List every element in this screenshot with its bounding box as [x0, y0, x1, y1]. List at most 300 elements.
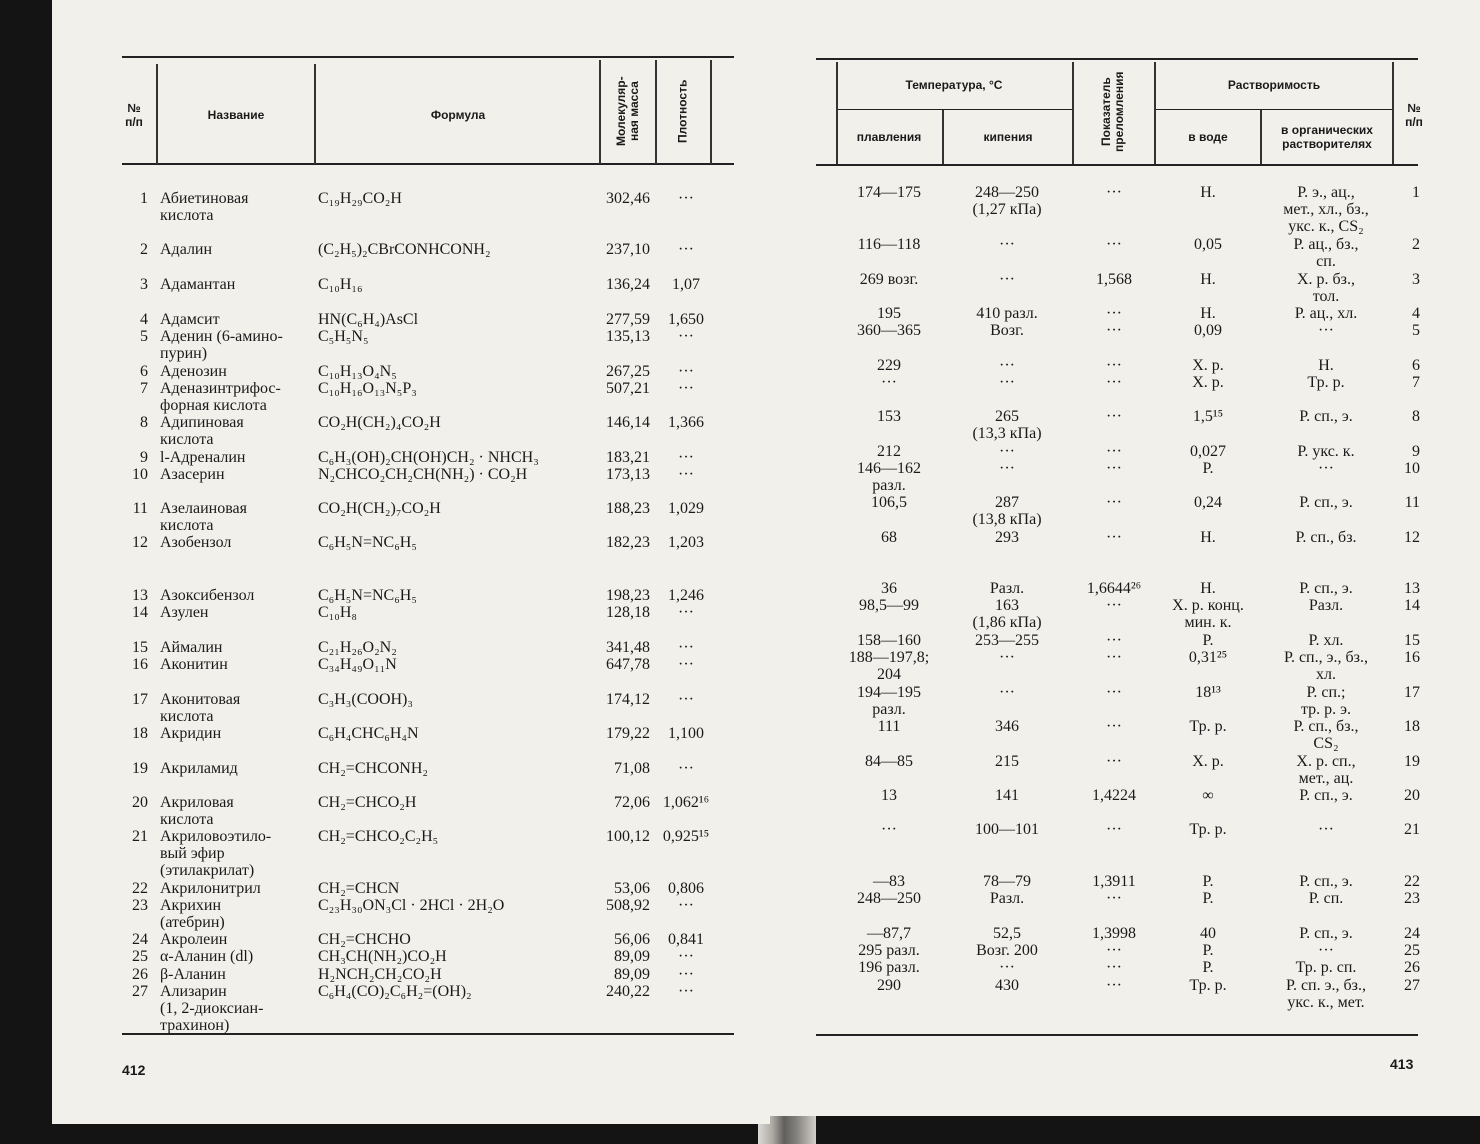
header-boiling: кипения: [983, 130, 1033, 144]
row-number-right: 17: [1404, 684, 1420, 701]
refractive-index: ···: [1106, 494, 1122, 511]
compound-formula: CO₂H(CH₂)₇CO₂H: [318, 500, 441, 517]
boiling-point: 293: [995, 529, 1019, 546]
compound-formula: C₆H₅N=NC₆H₅: [318, 587, 417, 604]
water-solubility: ∞: [1202, 787, 1214, 804]
refractive-index: ···: [1106, 821, 1122, 838]
compound-formula: C₆H₃(OH)₂CH(OH)CH₂ · NHCH₃: [318, 449, 539, 466]
solubility-subrule: [1156, 109, 1392, 110]
compound-name: Аденин (6-амино- пурин): [160, 328, 283, 362]
row-number: 15: [132, 639, 148, 656]
molecular-mass: 146,14: [606, 414, 650, 431]
row-number: 17: [132, 691, 148, 708]
density-value: ···: [678, 983, 694, 1000]
melting-point: ···: [881, 821, 897, 838]
compound-formula: (C₂H₅)₂CBrCONHCONH₂: [318, 241, 491, 258]
water-solubility: Р.: [1202, 873, 1214, 890]
boiling-point: 265 (13,3 кПа): [972, 408, 1042, 442]
boiling-point: ···: [999, 959, 1015, 976]
row-number-right: 20: [1404, 787, 1420, 804]
boiling-point: Разл.: [989, 580, 1025, 597]
compound-formula: CH₂=CHCHO: [318, 931, 411, 948]
row-number: 19: [132, 760, 148, 777]
density-value: ···: [678, 966, 694, 983]
density-value: 1,246: [668, 587, 704, 604]
row-number-right: 1: [1412, 184, 1420, 201]
molecular-mass: 71,08: [614, 760, 650, 777]
density-value: 1,07: [672, 276, 700, 293]
compound-formula: C₁₀H₁₃O₄N₅: [318, 363, 397, 380]
refractive-index: 1,4224: [1092, 787, 1136, 804]
row-number: 21: [132, 828, 148, 845]
row-number: 25: [132, 948, 148, 965]
row-number-right: 24: [1404, 925, 1420, 942]
col-divider: [314, 64, 316, 164]
row-number: 1: [140, 190, 148, 207]
row-number-right: 25: [1404, 942, 1420, 959]
row-number-right: 27: [1404, 977, 1420, 994]
row-number-right: 15: [1404, 632, 1420, 649]
melting-point: 229: [877, 357, 901, 374]
compound-formula: CH₂=CHCN: [318, 880, 400, 897]
molecular-mass: 508,92: [606, 897, 650, 914]
compound-name: Аденозин: [160, 363, 227, 380]
refractive-index: 1,3998: [1092, 925, 1136, 942]
col-divider: [156, 64, 158, 164]
compound-name: Аконитин: [160, 656, 228, 673]
table-bottom-rule: [816, 1034, 1418, 1036]
left-page-number: 412: [122, 1062, 146, 1078]
organic-solubility: Н.: [1318, 357, 1334, 374]
compound-formula: C₁₀H₁₆O₁₃N₅P₃: [318, 380, 417, 397]
melting-point: —83: [873, 873, 905, 890]
molecular-mass: 179,22: [606, 725, 650, 742]
row-number-right: 9: [1412, 443, 1420, 460]
melting-point: 36: [881, 580, 897, 597]
organic-solubility: Р. сп., э.: [1299, 580, 1353, 597]
organic-solubility: Р. сп., э., бз., хл.: [1284, 649, 1368, 683]
molecular-mass: 100,12: [606, 828, 650, 845]
row-number-right: 6: [1412, 357, 1420, 374]
row-number-right: 16: [1404, 649, 1420, 666]
water-solubility: Р.: [1202, 890, 1214, 907]
refractive-index: ···: [1106, 374, 1122, 391]
compound-formula: C₃H₃(COOH)₃: [318, 691, 413, 708]
refractive-index: ···: [1106, 443, 1122, 460]
col-divider: [599, 60, 601, 164]
organic-solubility: Р. сп., э.: [1299, 873, 1353, 890]
melting-point: 194—195 разл.: [857, 684, 921, 718]
compound-name: Акрихин (атебрин): [160, 897, 225, 931]
melting-point: 111: [877, 718, 901, 735]
density-value: ···: [678, 380, 694, 397]
compound-name: Ализарин (1, 2-диоксиан- трахинон): [160, 983, 264, 1034]
melting-point: —87,7: [867, 925, 911, 942]
refractive-index: ···: [1106, 632, 1122, 649]
melting-point: 174—175: [857, 184, 921, 201]
density-value: 1,650: [668, 311, 704, 328]
header-melting: плавления: [856, 130, 922, 144]
water-solubility: 18¹³: [1195, 684, 1221, 701]
row-number-right: 13: [1404, 580, 1420, 597]
col-divider: [710, 60, 712, 164]
refractive-index: ···: [1106, 977, 1122, 994]
compound-formula: C₂₃H₃₀ON₃Cl · 2HCl · 2H₂O: [318, 897, 505, 914]
molecular-mass: 198,23: [606, 587, 650, 604]
melting-point: 212: [877, 443, 901, 460]
water-solubility: 0,05: [1194, 236, 1222, 253]
water-solubility: 40: [1200, 925, 1216, 942]
melting-point: ···: [881, 374, 897, 391]
melting-point: 106,5: [871, 494, 907, 511]
row-number: 5: [140, 328, 148, 345]
compound-formula: CH₃CH(NH₂)CO₂H: [318, 948, 447, 965]
water-solubility: Х. р.: [1192, 753, 1224, 770]
water-solubility: Тр. р.: [1189, 977, 1227, 994]
water-solubility: 0,027: [1190, 443, 1226, 460]
refractive-index: ···: [1106, 597, 1122, 614]
row-number: 26: [132, 966, 148, 983]
compound-formula: C₆H₄(CO)₂C₆H₂=(OH)₂: [318, 983, 472, 1000]
compound-name: Азобензол: [160, 534, 232, 551]
compound-name: Адипиновая кислота: [160, 414, 244, 448]
row-number: 11: [132, 500, 148, 517]
organic-solubility: Р. ац., хл.: [1294, 305, 1358, 322]
melting-point: 13: [881, 787, 897, 804]
header-in-organic: в органических растворителях: [1281, 123, 1373, 151]
compound-name: Акридин: [160, 725, 222, 742]
header-bottom-rule: [816, 164, 1418, 166]
molecular-mass: 72,06: [614, 794, 650, 811]
row-number: 4: [140, 311, 148, 328]
compound-formula: C₂₁H₂₆O₂N₂: [318, 639, 397, 656]
organic-solubility: Р. сп.: [1308, 890, 1344, 907]
boiling-point: 100—101: [975, 821, 1039, 838]
row-number-right: 14: [1404, 597, 1420, 614]
compound-name: Азулен: [160, 604, 209, 621]
compound-name: α-Аланин (dl): [160, 948, 254, 965]
compound-name: Акриловоэтило- вый эфир (этилакрилат): [160, 828, 272, 879]
molecular-mass: 183,21: [606, 449, 650, 466]
refractive-index: ···: [1106, 322, 1122, 339]
compound-formula: HN(C₆H₄)AsCl: [318, 311, 419, 328]
header-name: Название: [207, 108, 265, 122]
boiling-point: 253—255: [975, 632, 1039, 649]
molecular-mass: 89,09: [614, 966, 650, 983]
molecular-mass: 341,48: [606, 639, 650, 656]
water-solubility: 0,24: [1194, 494, 1222, 511]
compound-name: Аконитовая кислота: [160, 691, 241, 725]
organic-solubility: Р. сп., бз., CS₂: [1293, 718, 1359, 752]
col-divider: [1154, 62, 1156, 164]
row-number-right: 4: [1412, 305, 1420, 322]
row-number: 7: [140, 380, 148, 397]
water-solubility: Тр. р.: [1189, 718, 1227, 735]
melting-point: 98,5—99: [859, 597, 919, 614]
molecular-mass: 277,59: [606, 311, 650, 328]
melting-point: 196 разл.: [858, 959, 920, 976]
melting-point: 269 возг.: [859, 271, 919, 288]
compound-name: l-Адреналин: [160, 449, 246, 466]
organic-solubility: Р. сп., э.: [1299, 787, 1353, 804]
compound-formula: C₁₉H₂₉CO₂H: [318, 190, 402, 207]
melting-point: 248—250: [857, 890, 921, 907]
molecular-mass: 188,23: [606, 500, 650, 517]
density-value: ···: [678, 328, 694, 345]
molecular-mass: 173,13: [606, 466, 650, 483]
row-number-right: 7: [1412, 374, 1420, 391]
boiling-point: ···: [999, 236, 1015, 253]
melting-point: 116—118: [857, 236, 921, 253]
refractive-index: ···: [1106, 184, 1122, 201]
water-solubility: Н.: [1200, 580, 1216, 597]
organic-solubility: ···: [1318, 942, 1334, 959]
boiling-point: 215: [995, 753, 1019, 770]
melting-point: 146—162 разл.: [857, 460, 921, 494]
compound-name: Адамсит: [160, 311, 220, 328]
refractive-index: ···: [1106, 649, 1122, 666]
refractive-index: ···: [1106, 236, 1122, 253]
refractive-index: ···: [1106, 890, 1122, 907]
molecular-mass: 240,22: [606, 983, 650, 1000]
organic-solubility: Тр. р. сп.: [1295, 959, 1357, 976]
compound-name: Азоксибензол: [160, 587, 255, 604]
header-number-right: № п/п: [1405, 101, 1423, 129]
boiling-point: ···: [999, 357, 1015, 374]
col-divider: [655, 60, 657, 164]
density-value: ···: [678, 190, 694, 207]
melting-point: 68: [881, 529, 897, 546]
row-number: 8: [140, 414, 148, 431]
molecular-mass: 237,10: [606, 241, 650, 258]
row-number: 12: [132, 534, 148, 551]
molecular-mass: 136,24: [606, 276, 650, 293]
row-number: 22: [132, 880, 148, 897]
water-solubility: Н.: [1200, 529, 1216, 546]
density-value: 1,203: [668, 534, 704, 551]
row-number: 3: [140, 276, 148, 293]
right-page-number: 413: [1390, 1056, 1414, 1072]
density-value: 1,029: [668, 500, 704, 517]
melting-point: 360—365: [857, 322, 921, 339]
col-divider: [1072, 62, 1074, 164]
row-number-right: 10: [1404, 460, 1420, 477]
organic-solubility: ···: [1318, 460, 1334, 477]
organic-solubility: Тр. р.: [1307, 374, 1345, 391]
melting-point: 188—197,8; 204: [848, 649, 930, 683]
refractive-index: ···: [1106, 684, 1122, 701]
compound-formula: C₁₀H₈: [318, 604, 357, 621]
boiling-point: 410 разл.: [976, 305, 1038, 322]
compound-formula: CO₂H(CH₂)₄CO₂H: [318, 414, 441, 431]
melting-point: 158—160: [857, 632, 921, 649]
row-number-right: 26: [1404, 959, 1420, 976]
compound-name: Акрилонитрил: [160, 880, 261, 897]
density-value: 0,841: [668, 931, 704, 948]
boiling-point: 346: [995, 718, 1019, 735]
row-number: 20: [132, 794, 148, 811]
row-number: 9: [140, 449, 148, 466]
organic-solubility: Р. сп., э.: [1299, 925, 1353, 942]
row-number-right: 19: [1404, 753, 1420, 770]
refractive-index: ···: [1106, 357, 1122, 374]
melting-point: 153: [877, 408, 901, 425]
boiling-point: ···: [999, 443, 1015, 460]
water-solubility: 1,5¹⁵: [1192, 408, 1224, 425]
compound-formula: C₅H₅N₅: [318, 328, 369, 345]
compound-name: Акролеин: [160, 931, 228, 948]
temperature-subrule: [836, 109, 1072, 110]
melting-point: 84—85: [865, 753, 913, 770]
left-page: [52, 0, 770, 1124]
compound-formula: H₂NCH₂CH₂CO₂H: [318, 966, 442, 983]
water-solubility: Р.: [1202, 942, 1214, 959]
organic-solubility: Разл.: [1308, 597, 1344, 614]
refractive-index: ···: [1106, 718, 1122, 735]
compound-name: Аймалин: [160, 639, 223, 656]
row-number: 16: [132, 656, 148, 673]
melting-point: 195: [877, 305, 901, 322]
organic-solubility: ···: [1318, 821, 1334, 838]
row-number-right: 8: [1412, 408, 1420, 425]
boiling-point: ···: [999, 649, 1015, 666]
compound-formula: N₂CHCO₂CH₂CH(NH₂) · CO₂H: [318, 466, 528, 483]
compound-formula: CH₂=CHCO₂C₂H₅: [318, 828, 439, 845]
compound-name: Абиетиновая кислота: [160, 190, 249, 224]
header-formula: Формула: [430, 108, 486, 122]
organic-solubility: Х. р. сп., мет., ац.: [1296, 753, 1356, 787]
water-solubility: Р.: [1202, 632, 1214, 649]
compound-formula: CH₂=CHCONH₂: [318, 760, 428, 777]
organic-solubility: Р. сп., э.: [1299, 494, 1353, 511]
density-value: ···: [678, 604, 694, 621]
organic-solubility: Р. сп., э.: [1299, 408, 1353, 425]
boiling-point: 287 (13,8 кПа): [972, 494, 1042, 528]
melting-point: 290: [877, 977, 901, 994]
density-value: ···: [678, 656, 694, 673]
compound-name: Азелаиновая кислота: [160, 500, 247, 534]
compound-formula: CH₂=CHCO₂H: [318, 794, 417, 811]
density-value: ···: [678, 691, 694, 708]
melting-point: 295 разл.: [858, 942, 920, 959]
boiling-point: 163 (1,86 кПа): [972, 597, 1042, 631]
table-top-rule: [816, 58, 1418, 60]
water-solubility: Н.: [1200, 305, 1216, 322]
refractive-index: ···: [1106, 408, 1122, 425]
water-solubility: 0,31²⁵: [1188, 649, 1228, 666]
boiling-point: 248—250 (1,27 кПа): [972, 184, 1042, 218]
row-number: 10: [132, 466, 148, 483]
boiling-point: ···: [999, 684, 1015, 701]
row-number-right: 23: [1404, 890, 1420, 907]
compound-formula: C₆H₅N=NC₆H₅: [318, 534, 417, 551]
organic-solubility: Х. р. бз., тол.: [1296, 271, 1355, 305]
refractive-index: ···: [1106, 460, 1122, 477]
density-value: ···: [678, 363, 694, 380]
compound-name: β-Аланин: [160, 966, 226, 983]
organic-solubility: Р. ац., бз., сп.: [1293, 236, 1359, 270]
compound-name: Акриловая кислота: [160, 794, 234, 828]
organic-solubility: ···: [1318, 322, 1334, 339]
organic-solubility: Р. сп.; тр. р. э.: [1300, 684, 1352, 718]
refractive-index: 1,568: [1096, 271, 1132, 288]
water-solubility: Х. р.: [1192, 357, 1224, 374]
molecular-mass: 302,46: [606, 190, 650, 207]
water-solubility: Н.: [1200, 184, 1216, 201]
header-solubility: Растворимость: [1227, 78, 1321, 92]
compound-name: Азасерин: [160, 466, 225, 483]
boiling-point: Возг. 200: [976, 942, 1038, 959]
boiling-point: 52,5: [993, 925, 1021, 942]
col-divider: [942, 110, 944, 164]
row-number: 27: [132, 983, 148, 1000]
organic-solubility: Р. сп. э., бз., укс. к., мет.: [1286, 977, 1366, 1011]
refractive-index: 1,6644²⁶: [1086, 580, 1142, 597]
molecular-mass: 174,12: [606, 691, 650, 708]
molecular-mass: 135,13: [606, 328, 650, 345]
water-solubility: 0,09: [1194, 322, 1222, 339]
row-number: 23: [132, 897, 148, 914]
water-solubility: Тр. р.: [1189, 821, 1227, 838]
organic-solubility: Р. хл.: [1308, 632, 1344, 649]
boiling-point: ···: [999, 374, 1015, 391]
water-solubility: Х. р.: [1192, 374, 1224, 391]
header-temperature: Температура, °C: [905, 78, 1003, 92]
row-number-right: 2: [1412, 236, 1420, 253]
molecular-mass: 507,21: [606, 380, 650, 397]
header-bottom-rule: [122, 163, 734, 165]
molecular-mass: 128,18: [606, 604, 650, 621]
boiling-point: 430: [995, 977, 1019, 994]
molecular-mass: 267,25: [606, 363, 650, 380]
header-refractive-index: Показатель преломления: [1099, 71, 1126, 153]
row-number-right: 21: [1404, 821, 1420, 838]
table-top-rule: [122, 56, 734, 58]
header-in-water: в воде: [1188, 130, 1228, 144]
boiling-point: Разл.: [989, 890, 1025, 907]
organic-solubility: Р. сп., бз.: [1295, 529, 1357, 546]
refractive-index: ···: [1106, 942, 1122, 959]
row-number-right: 22: [1404, 873, 1420, 890]
molecular-mass: 89,09: [614, 948, 650, 965]
boiling-point: Возг.: [990, 322, 1024, 339]
compound-formula: C₁₀H₁₆: [318, 276, 363, 293]
molecular-mass: 647,78: [606, 656, 650, 673]
row-number-right: 18: [1404, 718, 1420, 735]
compound-formula: C₃₄H₄₉O₁₁N: [318, 656, 397, 673]
compound-formula: C₆H₄CHC₆H₄N: [318, 725, 419, 742]
refractive-index: ···: [1106, 959, 1122, 976]
row-number-right: 3: [1412, 271, 1420, 288]
boiling-point: ···: [999, 271, 1015, 288]
molecular-mass: 53,06: [614, 880, 650, 897]
row-number-right: 5: [1412, 322, 1420, 339]
header-density: Плотность: [675, 79, 690, 143]
molecular-mass: 182,23: [606, 534, 650, 551]
refractive-index: ···: [1106, 529, 1122, 546]
organic-solubility: Р. э., ац., мет., хл., бз., укс. к., CS₂: [1283, 184, 1369, 235]
header-number: № п/п: [125, 101, 143, 129]
water-solubility: Х. р. конц. мин. к.: [1172, 597, 1244, 631]
boiling-point: ···: [999, 460, 1015, 477]
density-value: 1,366: [668, 414, 704, 431]
refractive-index: ···: [1106, 305, 1122, 322]
boiling-point: 141: [995, 787, 1019, 804]
row-number: 14: [132, 604, 148, 621]
density-value: ···: [678, 449, 694, 466]
col-divider: [1260, 110, 1262, 164]
row-number-right: 12: [1404, 529, 1420, 546]
